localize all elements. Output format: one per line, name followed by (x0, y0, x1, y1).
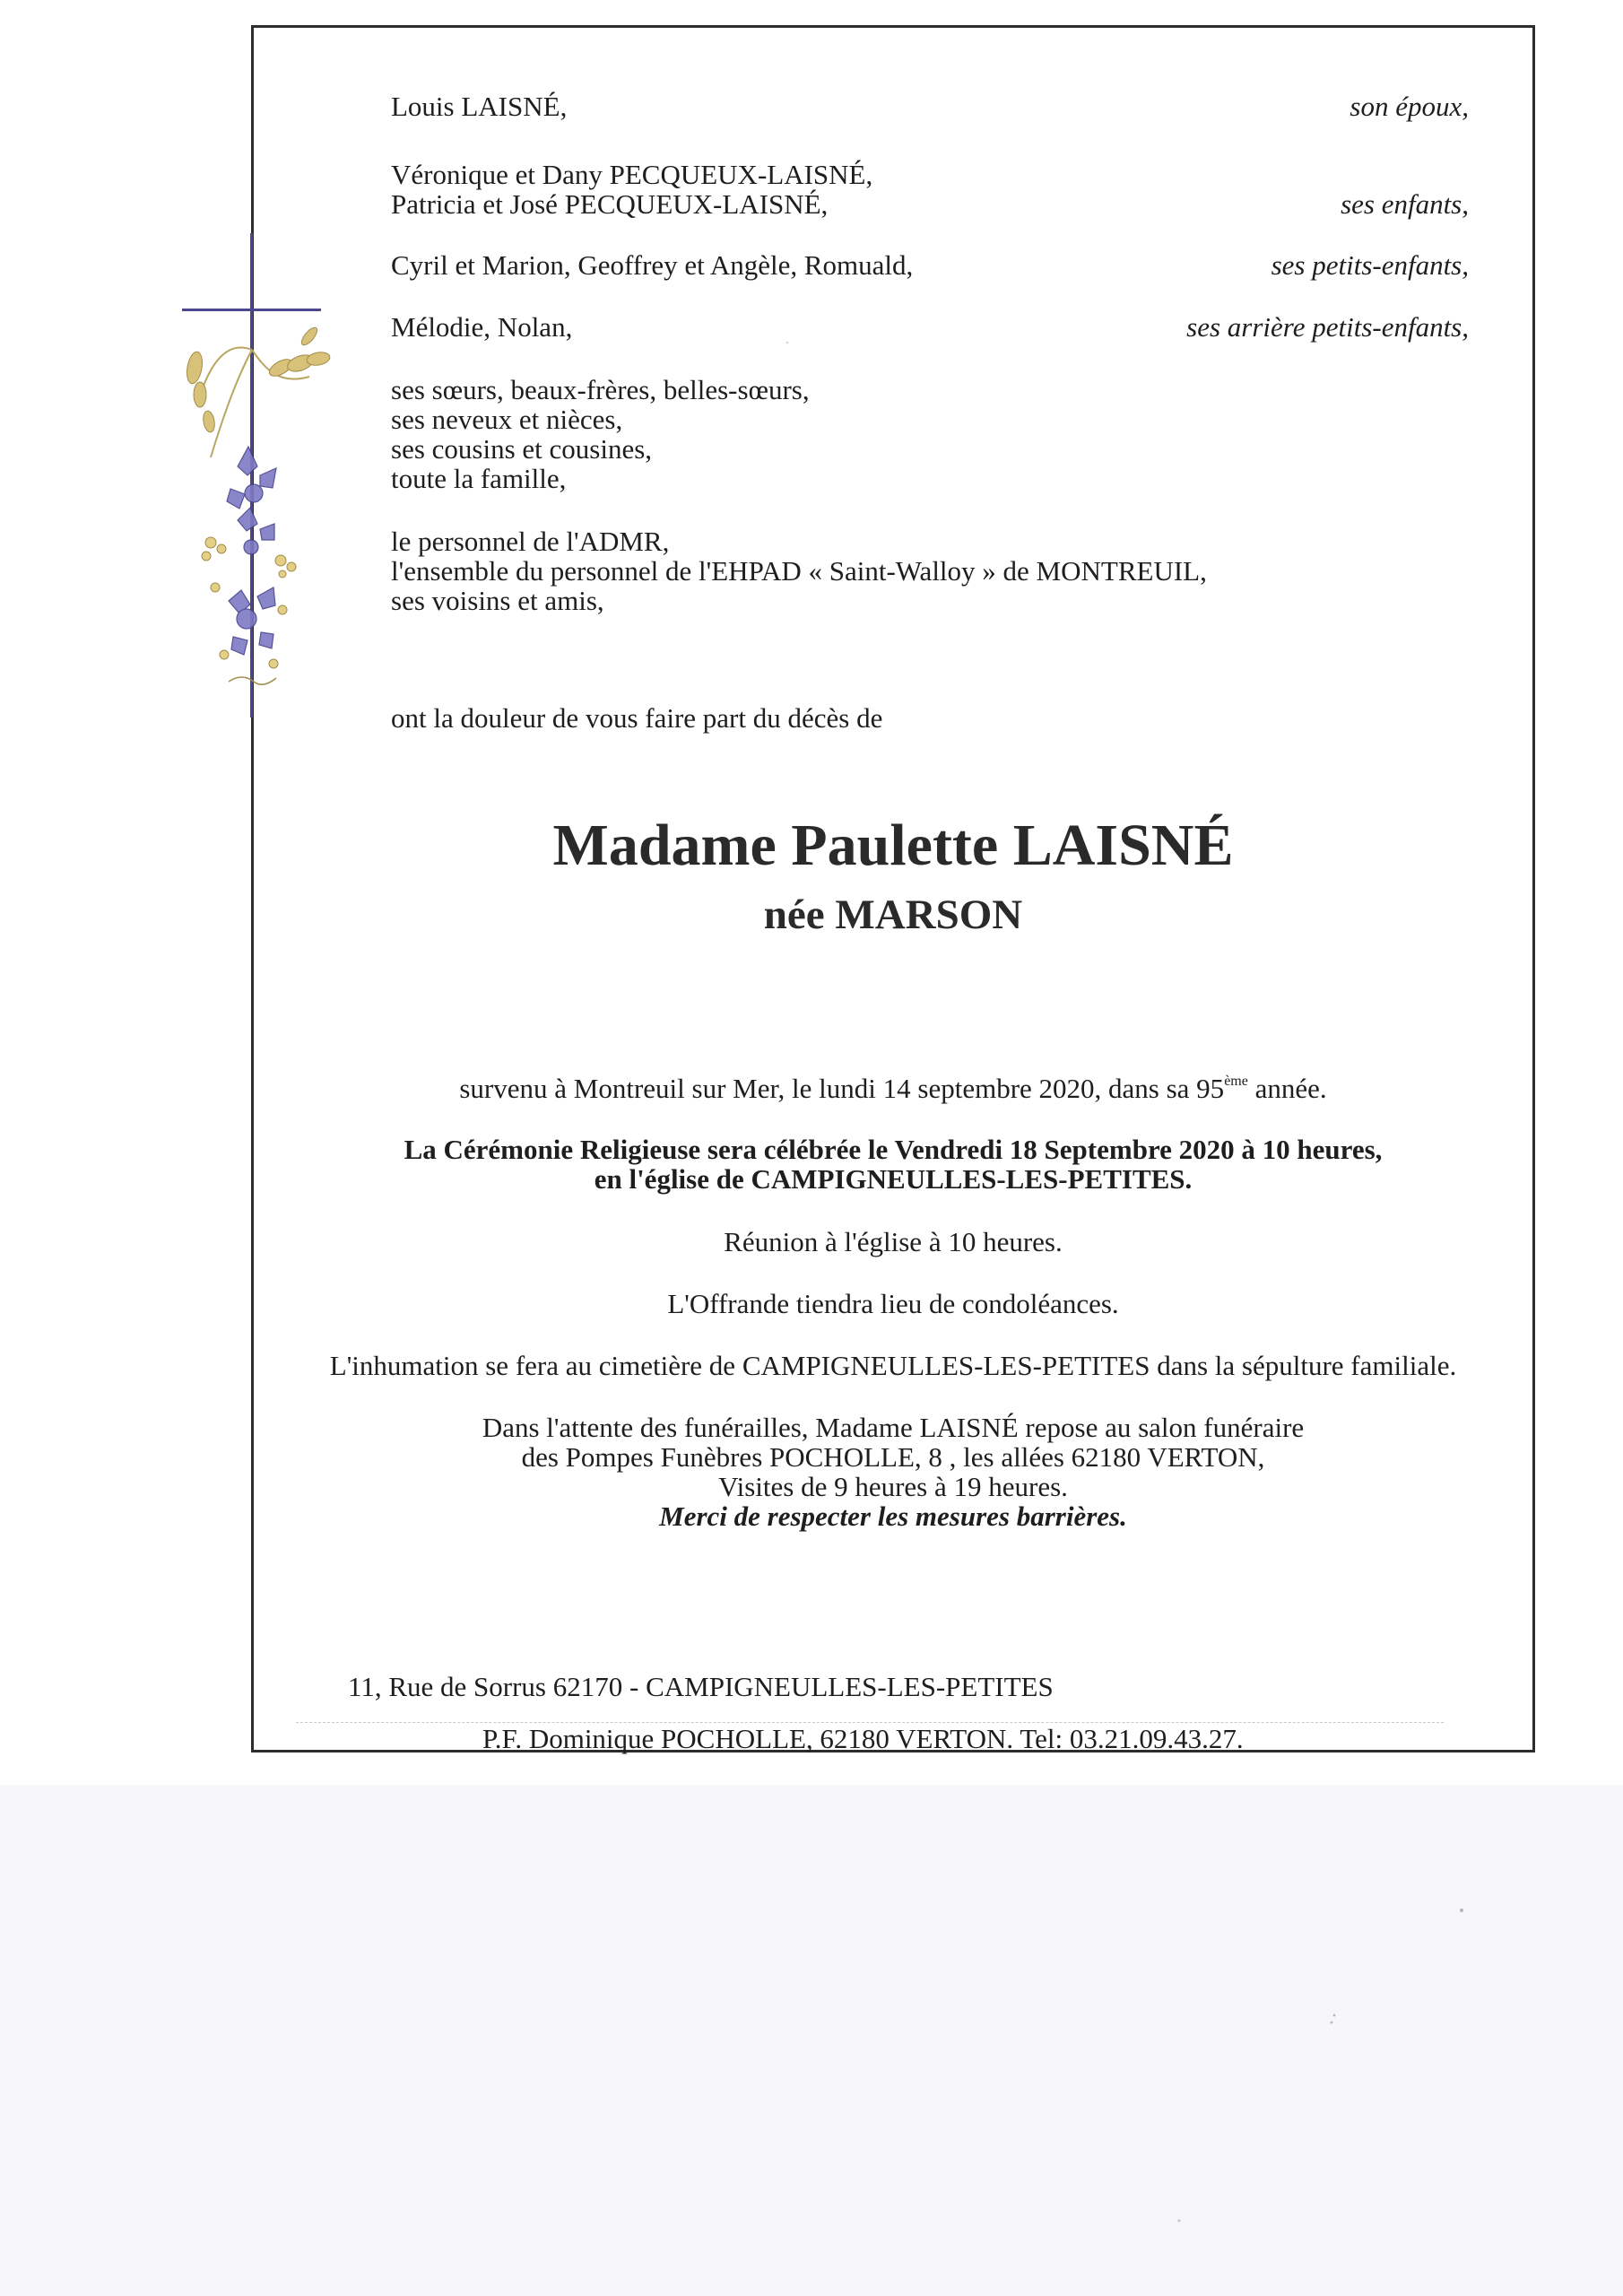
death-text-end: année. (1247, 1073, 1327, 1104)
others-line: le personnel de l'ADMR, (391, 526, 670, 557)
ceremony-line-2: en l'église de CAMPIGNEULLES-LES-PETITES. (594, 1163, 1193, 1195)
children-role: ses enfants, (1341, 188, 1469, 220)
death-details (251, 1074, 1535, 1103)
spouse-name: Louis LAISNÉ, (391, 91, 568, 122)
relatives-line: ses cousins et cousines, (391, 433, 653, 465)
grandchildren-names: Cyril et Marion, Geoffrey et Angèle, Romuald, (391, 249, 914, 281)
deceased-maiden-name: née MARSON (763, 891, 1023, 938)
ceremony-line-1: La Cérémonie Religieuse sera célébrée le Vendredi 18 Septembre 2020 à 10 heures, (404, 1134, 1383, 1165)
relatives-line: ses sœurs, beaux-frères, belles-sœurs, (391, 374, 810, 405)
relatives-line: toute la famille, (391, 463, 567, 494)
announcement-text: ont la douleur de vous faire part du décès de (391, 702, 883, 734)
others-line: l'ensemble du personnel de l'EHPAD « Saint-Walloy » de MONTREUIL, (391, 555, 1207, 587)
death-superscript: ème (1224, 1074, 1248, 1089)
offering-text: L'Offrande tiendra lieu de condoléances. (667, 1288, 1119, 1319)
relatives-list (391, 375, 810, 493)
others-list (391, 526, 1207, 615)
burial-text: L'inhumation se fera au cimetière de CAMPIGNEULLES-LES-PETITES dans la sépulture familiale. (329, 1350, 1457, 1381)
wake-line-1: Dans l'attente des funérailles, Madame LAISNÉ repose au salon funéraire (482, 1412, 1305, 1443)
children-line-2: Patricia et José PECQUEUX-LAISNÉ, (391, 188, 829, 220)
deceased-name: Madame Paulette LAISNÉ (552, 813, 1234, 878)
footer-address: 11, Rue de Sorrus 62170 - CAMPIGNEULLES-LES-PETITES (348, 1671, 1054, 1702)
wake-line-4: Merci de respecter les mesures barrières. (659, 1500, 1127, 1532)
others-line: ses voisins et amis, (391, 585, 604, 616)
meeting-text: Réunion à l'église à 10 heures. (724, 1226, 1063, 1257)
cross-with-flowers-icon (175, 233, 336, 735)
children-line-1: Véronique et Dany PECQUEUX-LAISNÉ, (391, 159, 873, 190)
death-text: survenu à Montreuil sur Mer, le lundi 14 septembre 2020, dans sa 95 (459, 1073, 1225, 1104)
wake-line-2: des Pompes Funèbres POCHOLLE, 8 , les allées 62180 VERTON, (521, 1441, 1265, 1473)
footer-funeral-home: P.F. Dominique POCHOLLE, 62180 VERTON. Tel: 03.21.09.43.27. (482, 1723, 1244, 1754)
grandchildren-role: ses petits-enfants, (1271, 249, 1469, 281)
great-grandchildren-names: Mélodie, Nolan, (391, 311, 573, 343)
relatives-line: ses neveux et nièces, (391, 404, 623, 435)
wake-line-3: Visites de 9 heures à 19 heures. (718, 1471, 1068, 1502)
great-grandchildren-role: ses arrière petits-enfants, (1186, 311, 1469, 343)
spouse-role: son époux, (1350, 91, 1469, 122)
